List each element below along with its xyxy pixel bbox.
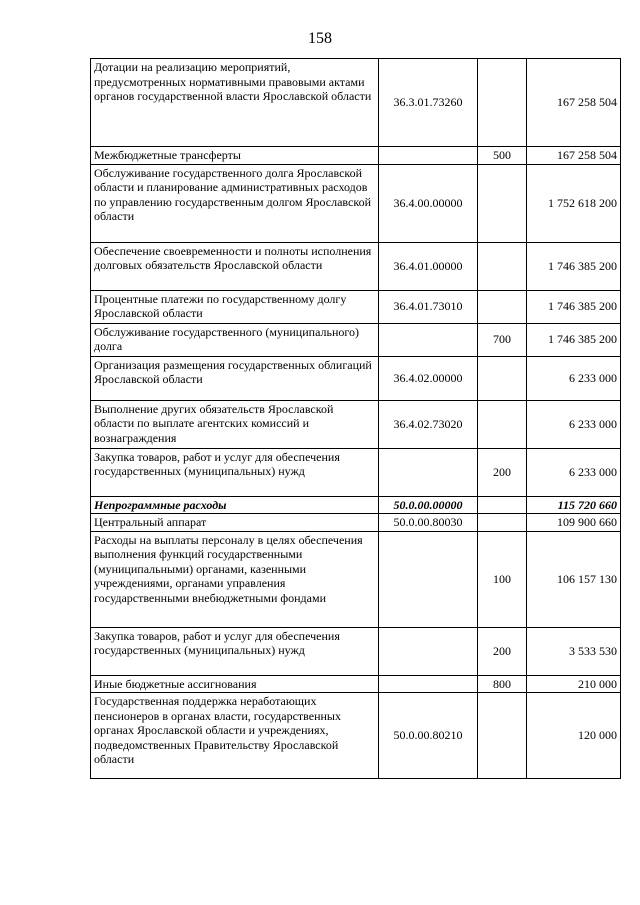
amount-cell: 109 900 660: [527, 514, 621, 532]
expense-type-cell: [478, 400, 527, 448]
expense-name-cell: Закупка товаров, работ и услуг для обеспечения государственных (муниципальных) нужд: [91, 448, 379, 496]
expense-name-cell: Непрограммные расходы: [91, 496, 379, 514]
table-row: [91, 164, 621, 242]
amount-cell: 115 720 660: [527, 496, 621, 514]
amount-cell: 6 233 000: [527, 448, 621, 496]
amount-cell: 106 157 130: [527, 531, 621, 627]
amount-cell: 1 746 385 200: [527, 242, 621, 290]
expense-type-cell: 100: [478, 531, 527, 627]
table-row: [91, 323, 621, 356]
target-code-cell: 36.3.01.73260: [379, 59, 478, 147]
expense-type-cell: 200: [478, 627, 527, 675]
table-row: [91, 693, 621, 779]
table-row: [91, 356, 621, 400]
amount-cell: 1 752 618 200: [527, 164, 621, 242]
expense-type-cell: [478, 514, 527, 532]
expense-type-cell: [478, 59, 527, 147]
expense-name-cell: Государственная поддержка неработающих пенсионеров в органах власти, государственных органах Ярославской области и учреждениях, подведомственных Правительству Ярославской области: [91, 693, 379, 779]
table-row: [91, 627, 621, 675]
expense-name-cell: Дотации на реализацию мероприятий, предусмотренных нормативными правовыми актами органов государственной власти Ярославской области: [91, 59, 379, 147]
table-row: [91, 147, 621, 165]
table-row: [91, 242, 621, 290]
expense-type-cell: [478, 290, 527, 323]
expense-type-cell: [478, 242, 527, 290]
target-code-cell: 36.4.02.73020: [379, 400, 478, 448]
expense-name-cell: Организация размещения государственных облигаций Ярославской области: [91, 356, 379, 400]
budget-table-body: [91, 59, 621, 779]
expense-type-cell: 500: [478, 147, 527, 165]
table-row: [91, 514, 621, 532]
expense-name-cell: Обслуживание государственного долга Ярославской области и планирование административных расходов по управлению государственным долгом Ярославской области: [91, 164, 379, 242]
table-row: [91, 448, 621, 496]
target-code-cell: [379, 448, 478, 496]
expense-name-cell: Расходы на выплаты персоналу в целях обеспечения выполнения функций государственными (муниципальными) органами, казенными учреждениями, органами управления государственными внебюджетными фондами: [91, 531, 379, 627]
expense-type-cell: 800: [478, 675, 527, 693]
amount-cell: 3 533 530: [527, 627, 621, 675]
amount-cell: 6 233 000: [527, 356, 621, 400]
target-code-cell: [379, 323, 478, 356]
expense-type-cell: 200: [478, 448, 527, 496]
expense-name-cell: Иные бюджетные ассигнования: [91, 675, 379, 693]
target-code-cell: 36.4.00.00000: [379, 164, 478, 242]
amount-cell: 1 746 385 200: [527, 290, 621, 323]
table-row: [91, 400, 621, 448]
target-code-cell: 36.4.01.73010: [379, 290, 478, 323]
target-code-cell: [379, 627, 478, 675]
target-code-cell: 50.0.00.80210: [379, 693, 478, 779]
expense-name-cell: Выполнение других обязательств Ярославской области по выплате агентских комиссий и вознаграждения: [91, 400, 379, 448]
target-code-cell: [379, 531, 478, 627]
budget-table: [90, 58, 621, 779]
target-code-cell: 36.4.02.00000: [379, 356, 478, 400]
expense-type-cell: [478, 496, 527, 514]
table-row: [91, 531, 621, 627]
expense-name-cell: Обеспечение своевременности и полноты исполнения долговых обязательств Ярославской области: [91, 242, 379, 290]
amount-cell: 120 000: [527, 693, 621, 779]
table-row: [91, 290, 621, 323]
table-row: [91, 496, 621, 514]
amount-cell: 167 258 504: [527, 147, 621, 165]
amount-cell: 1 746 385 200: [527, 323, 621, 356]
target-code-cell: [379, 675, 478, 693]
expense-name-cell: Обслуживание государственного (муниципального) долга: [91, 323, 379, 356]
expense-type-cell: 700: [478, 323, 527, 356]
target-code-cell: 50.0.00.00000: [379, 496, 478, 514]
table-row: [91, 675, 621, 693]
expense-name-cell: Процентные платежи по государственному долгу Ярославской области: [91, 290, 379, 323]
target-code-cell: 36.4.01.00000: [379, 242, 478, 290]
expense-name-cell: Межбюджетные трансферты: [91, 147, 379, 165]
expense-type-cell: [478, 693, 527, 779]
expense-name-cell: Центральный аппарат: [91, 514, 379, 532]
expense-type-cell: [478, 164, 527, 242]
expense-name-cell: Закупка товаров, работ и услуг для обеспечения государственных (муниципальных) нужд: [91, 627, 379, 675]
page-number: 158: [308, 30, 332, 47]
target-code-cell: [379, 147, 478, 165]
target-code-cell: 50.0.00.80030: [379, 514, 478, 532]
amount-cell: 210 000: [527, 675, 621, 693]
amount-cell: 167 258 504: [527, 59, 621, 147]
expense-type-cell: [478, 356, 527, 400]
table-row: [91, 59, 621, 147]
amount-cell: 6 233 000: [527, 400, 621, 448]
